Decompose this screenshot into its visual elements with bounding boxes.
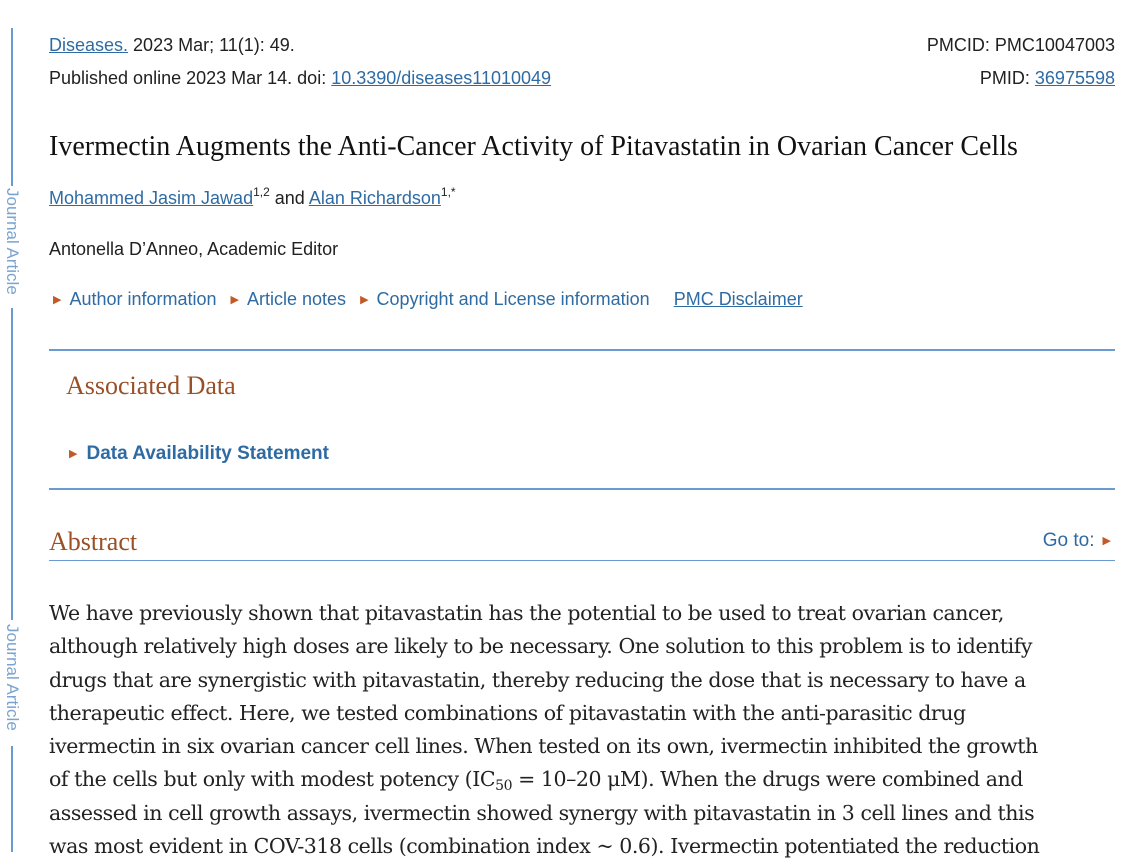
divider (49, 349, 1115, 351)
goto-label[interactable]: Go to: (1042, 530, 1095, 551)
author-link[interactable]: Mohammed Jasim Jawad (49, 188, 254, 208)
doi-link[interactable]: 10.3390/diseases11010049 (331, 68, 552, 88)
citation-issue: 2023 Mar; 11(1): 49. (133, 35, 295, 55)
expand-triangle-icon: ▶ (230, 294, 240, 306)
pmcid: PMCID: PMC10047003 (926, 35, 1115, 55)
abstract-heading: Abstract (49, 527, 138, 556)
abstract-line: therapeutic effect. Here, we tested combinations of pitavastatin with the anti-parasitic drug (49, 700, 966, 725)
abstract-rule (49, 560, 1115, 561)
published-prefix: Published online 2023 Mar 14. doi: (49, 68, 332, 88)
pmid-link[interactable]: 36975598 (1034, 68, 1115, 88)
affiliation-sup[interactable]: 1,2 (253, 185, 270, 199)
pmc-disclaimer-link[interactable]: PMC Disclaimer (673, 289, 803, 309)
ic50-subscript: 50 (495, 778, 513, 795)
journal-link[interactable]: Diseases. (49, 35, 129, 55)
abstract-line: although relatively high doses are likely to be necessary. One solution to this problem is to identify (49, 634, 1033, 659)
associated-data-heading: Associated Data (66, 371, 236, 400)
abstract-line: We have previously shown that pitavastatin has the potential to be used to treat ovarian cancer, (49, 601, 1004, 625)
goto-menu[interactable] (1043, 530, 1111, 552)
divider (49, 488, 1115, 490)
citation-left (49, 33, 295, 57)
rail-label: Journal Article (3, 188, 22, 295)
affiliation-sup[interactable]: 1,* (440, 185, 456, 199)
expand-triangle-icon: ▶ (360, 294, 369, 306)
author-conjunction: and (269, 188, 309, 208)
info-links (49, 287, 803, 314)
abstract-line: ivermectin in six ovarian cancer cell lines. When tested on its own, ivermectin inhibited the growth (49, 734, 1038, 759)
abstract-line: drugs that are synergistic with pitavastatin, thereby reducing the dose that is necessary to have a (49, 667, 1026, 692)
author-list (49, 186, 456, 210)
abstract-line: was most evident in COV-318 cells (combination index ~ 0.6). Ivermectin potentiated the reduction (49, 834, 1040, 859)
expand-triangle-icon: ▶ (69, 448, 78, 460)
publication-row (49, 66, 1115, 90)
rail-label: Journal Article (3, 624, 22, 731)
goto-triangle-icon: ▶ (1102, 535, 1111, 547)
data-availability-label[interactable]: Data Availability Statement (86, 443, 329, 464)
author-information-toggle[interactable]: Author information (69, 289, 217, 309)
rail-line-bottom (11, 746, 13, 852)
academic-editor: Antonella D’Anneo, Academic Editor (49, 239, 339, 259)
article-notes-toggle[interactable]: Article notes (247, 289, 347, 309)
pmid (980, 66, 1115, 90)
abstract-line-part: of the cells but only with modest potency (IC (49, 767, 496, 792)
abstract-text (49, 597, 1115, 863)
expand-triangle-icon: ▶ (53, 294, 62, 306)
rail-line-middle (11, 308, 13, 620)
rail-line-top (11, 28, 13, 186)
abstract-line-part: = 10–20 μM). When the drugs were combined and (512, 767, 1023, 792)
article-title: Ivermectin Augments the Anti-Cancer Activity of Pitavastatin in Ovarian Cancer Cells (49, 131, 1018, 162)
abstract-line: assessed in cell growth assays, ivermectin showed synergy with pitavastatin in 3 cell lines and this (49, 800, 1035, 825)
author-link[interactable]: Alan Richardson (308, 188, 441, 208)
journal-article-rail (0, 0, 24, 852)
pmid-label: PMID: (979, 68, 1035, 88)
publication-left (49, 66, 551, 90)
data-availability-toggle[interactable] (69, 443, 329, 465)
citation-row (49, 33, 1115, 57)
copyright-license-toggle[interactable]: Copyright and License information (376, 289, 650, 309)
abstract-line (49, 763, 1115, 796)
